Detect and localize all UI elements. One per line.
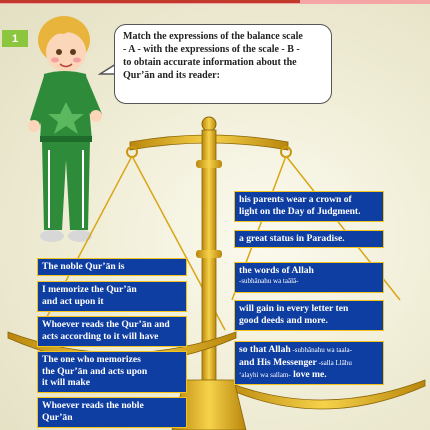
scale-b-item[interactable]: his parents wear a crown of light on the Day of Judgment. bbox=[234, 191, 384, 222]
scale-b-item[interactable]: so that Allah -subhānahu wa taala- and His Messenger -salla Llāhu ‘alayhi wa sallam- love me. bbox=[234, 341, 384, 385]
scale-b-item[interactable]: the words of Allah -subhānahu wa taālā- bbox=[234, 262, 384, 293]
instruction-line: to obtain accurate information about the bbox=[123, 57, 297, 68]
scale-a-item[interactable]: Whoever reads the noble Qur’ān bbox=[37, 397, 187, 428]
scale-a-item[interactable]: The one who memorizes the Qur’ān and acts upon it will make bbox=[37, 351, 187, 393]
scale-a-item[interactable]: I memorize the Qur’ān and act upon it bbox=[37, 281, 187, 312]
instruction-line: Qur’ān and its reader: bbox=[123, 70, 220, 81]
exercise-number-badge: 1 bbox=[2, 30, 28, 47]
scale-b-item[interactable]: a great status in Paradise. bbox=[234, 230, 384, 248]
scale-a-item[interactable]: Whoever reads the Qur’ān and acts according to it will have bbox=[37, 316, 187, 347]
scale-a-item[interactable]: The noble Qur’ān is bbox=[37, 258, 187, 276]
instruction-line: - A - with the expressions of the scale - B - bbox=[123, 44, 300, 55]
scale-b-item[interactable]: will gain in every letter ten good deeds and more. bbox=[234, 300, 384, 331]
instruction-line: Match the expressions of the balance scale bbox=[123, 31, 303, 42]
